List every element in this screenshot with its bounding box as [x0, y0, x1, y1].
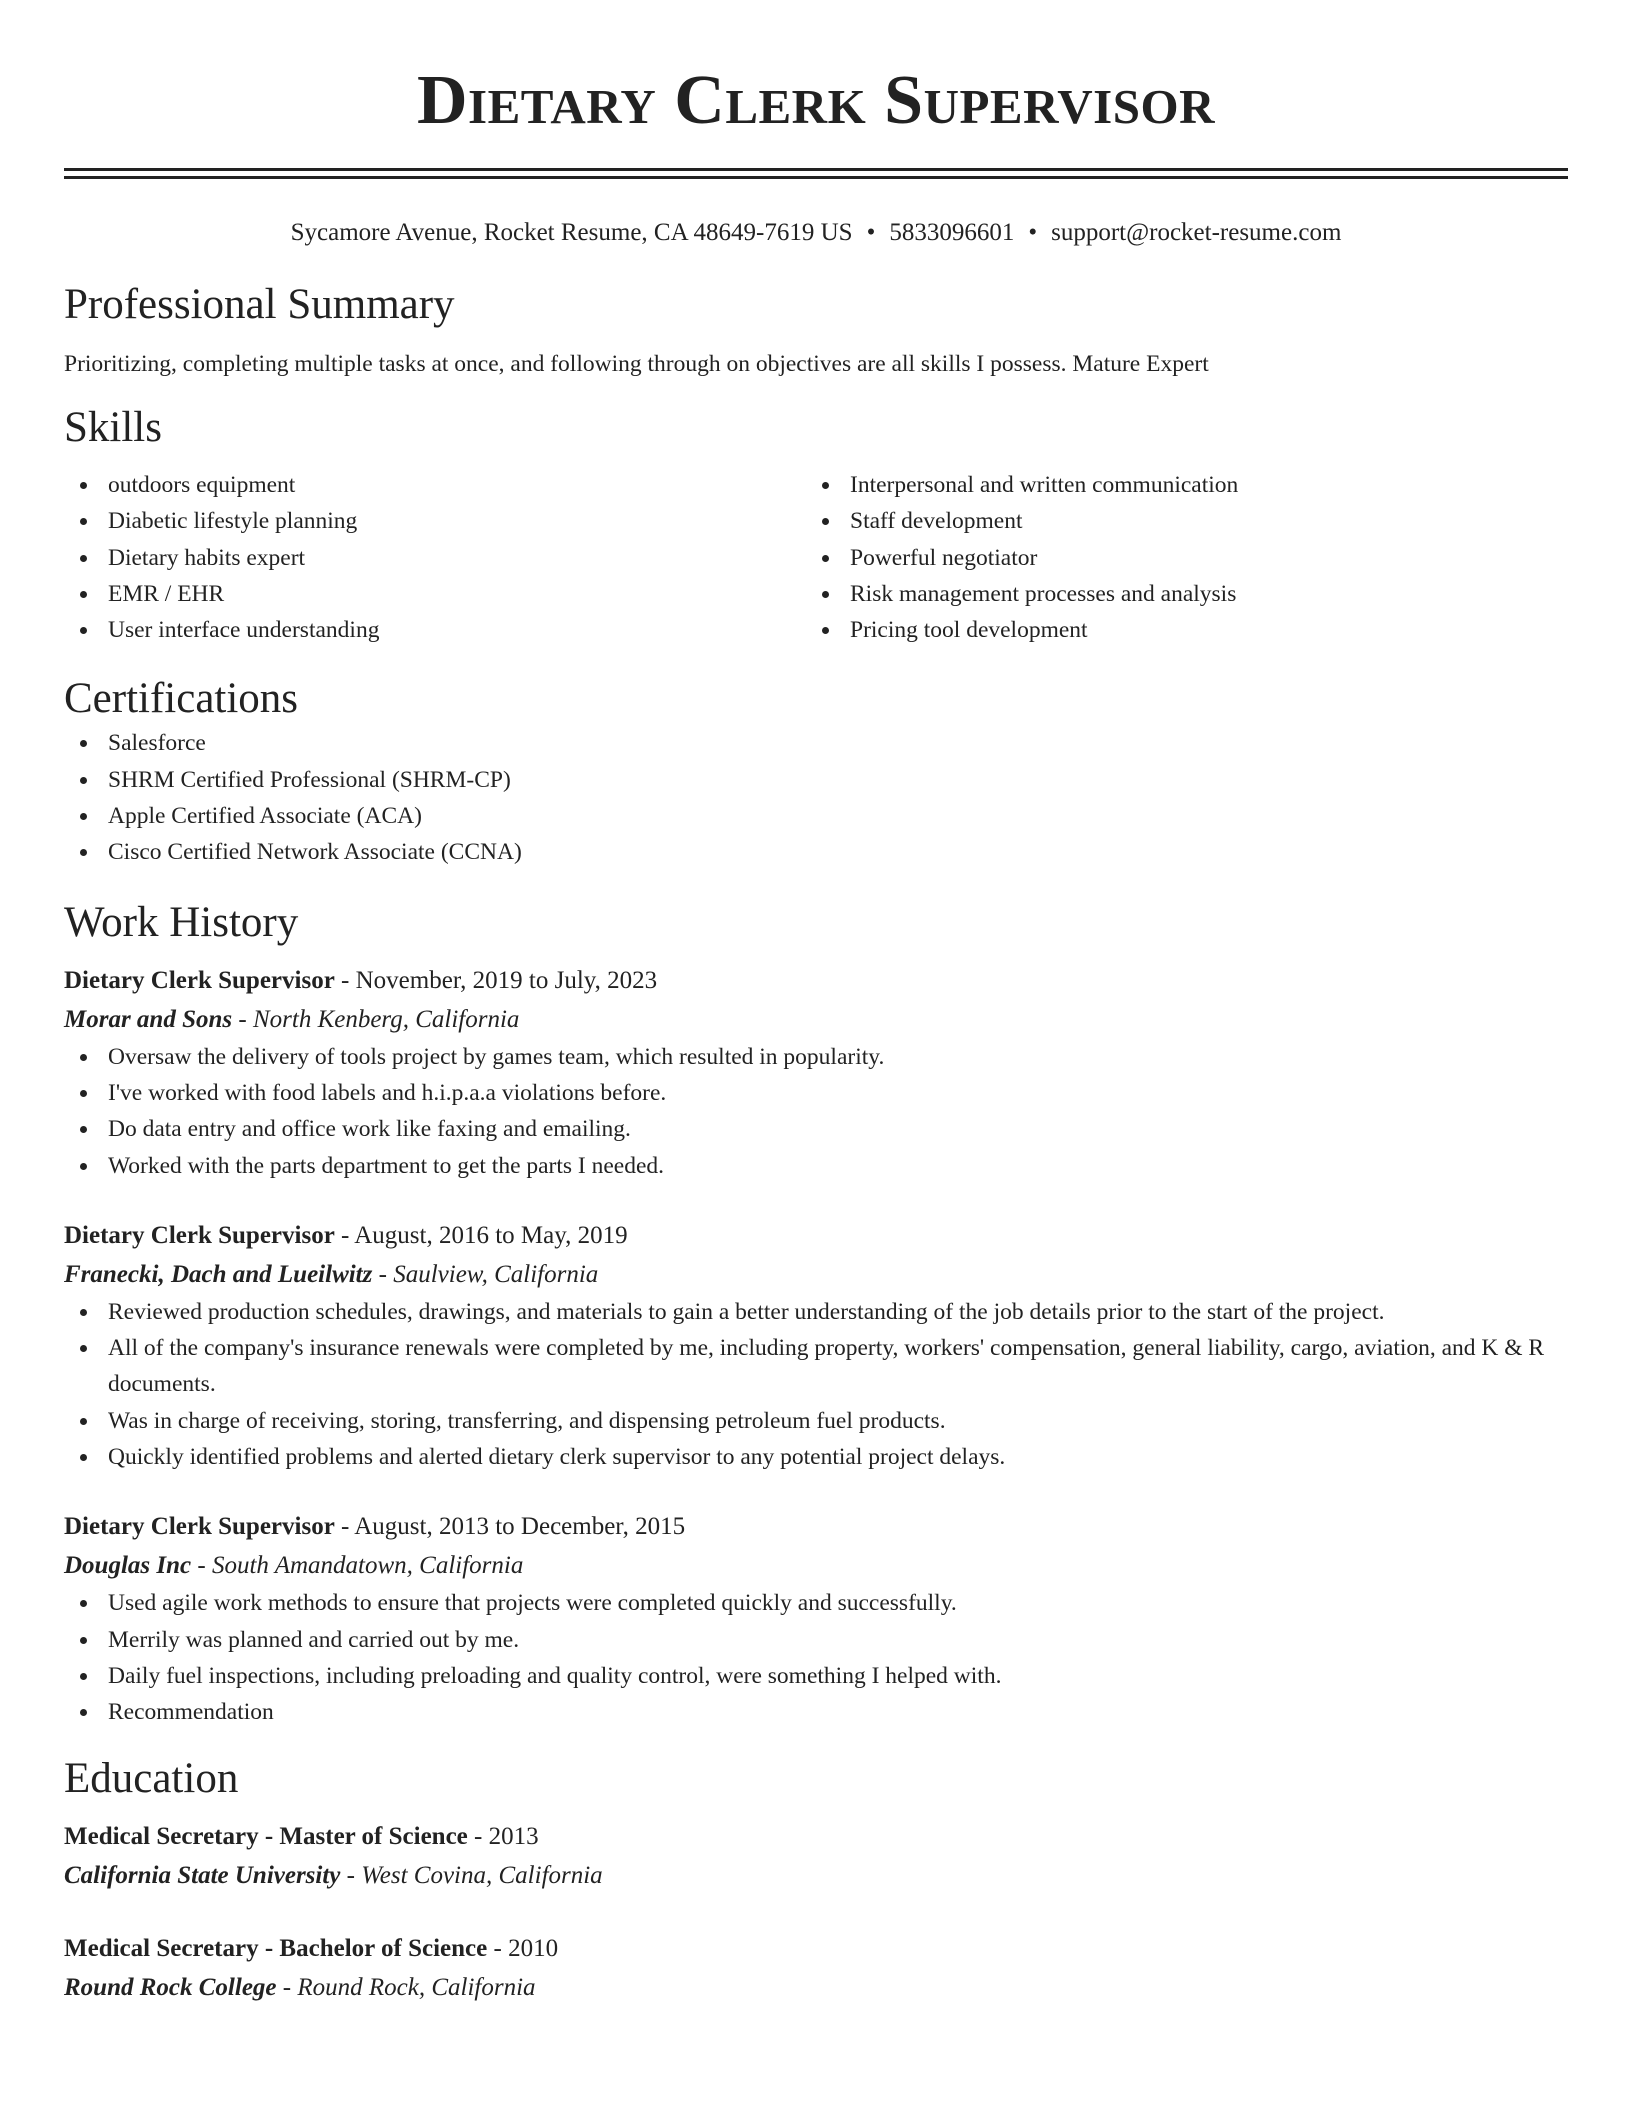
job-company-line [64, 1256, 1568, 1294]
job-duties-list [64, 1294, 1568, 1475]
bullet-dot [822, 555, 829, 562]
job-duty-text: I've worked with food labels and h.i.p.a.a violations before. [108, 1079, 667, 1106]
bullet-dot [80, 1673, 87, 1680]
job-company: Morar and Sons [64, 1005, 233, 1033]
job-company: Franecki, Dach and Lueilwitz [64, 1260, 373, 1288]
job-duty [64, 1439, 1568, 1475]
skills-list-left [64, 467, 806, 648]
job-entry [64, 961, 1568, 1184]
job-duty [64, 1403, 1568, 1439]
bullet-dot [80, 1126, 87, 1133]
contact-email[interactable]: support@rocket-resume.com [1051, 219, 1342, 246]
job-entry [64, 1216, 1568, 1475]
skill-item [806, 540, 1548, 576]
bullet-dot [80, 1054, 87, 1061]
job-duty-text: Do data entry and office work like faxing and emailing. [108, 1116, 631, 1143]
skill-label: Staff development [850, 508, 1023, 535]
skill-item [806, 467, 1548, 503]
bullet-dot [80, 1454, 87, 1461]
skill-label: Pricing tool development [850, 617, 1088, 644]
certification-item [64, 725, 1568, 761]
job-duty-text: Was in charge of receiving, storing, transferring, and dispensing petroleum fuel products. [108, 1407, 946, 1434]
job-company-line [64, 1001, 1568, 1039]
education-spacer [64, 1895, 1568, 1929]
bullet-dot [80, 1709, 87, 1716]
job-duty [64, 1111, 1568, 1147]
skill-item [64, 576, 806, 612]
education-school: Round Rock College [64, 1973, 277, 2001]
job-spacer [64, 1475, 1568, 1507]
certification-item [64, 798, 1568, 834]
job-duty [64, 1622, 1568, 1658]
certifications-section [64, 673, 1568, 870]
job-dates: - August, 2016 to May, 2019 [334, 1221, 628, 1249]
education-year: - 2013 [467, 1822, 539, 1850]
certification-label: Salesforce [108, 730, 206, 757]
work-history-section [64, 897, 1568, 1731]
skills-grid [64, 467, 1568, 648]
job-title: Dietary Clerk Supervisor [64, 966, 335, 994]
bullet-dot [80, 627, 87, 634]
education-location: - Round Rock, California [276, 1973, 536, 2001]
education-entry [64, 1929, 1568, 2007]
job-location: - South Amandatown, California [191, 1552, 524, 1580]
job-company-line [64, 1547, 1568, 1585]
skills-list-right [806, 467, 1548, 648]
summary-text: Prioritizing, completing multiple tasks at once, and following through on objectives are all skills I possess. Mature Expert [64, 351, 1209, 377]
contact-line [64, 217, 1568, 249]
bullet-dot [80, 777, 87, 784]
bullet-dot [80, 482, 87, 489]
resume-name-title: Dietary Clerk Supervisor [416, 62, 1215, 139]
education-degree: Medical Secretary - Master of Science [64, 1822, 468, 1850]
job-duty-text: Merrily was planned and carried out by me. [108, 1626, 520, 1653]
job-title: Dietary Clerk Supervisor [64, 1513, 335, 1541]
skill-item [806, 612, 1548, 648]
skill-label: Risk management processes and analysis [850, 580, 1237, 607]
bullet-dot [80, 1418, 87, 1425]
skill-label: outdoors equipment [108, 472, 296, 498]
job-duty [64, 1330, 1568, 1403]
skills-heading: Skills [64, 404, 162, 451]
job-duty [64, 1075, 1568, 1111]
skill-item [806, 576, 1548, 612]
certification-label: SHRM Certified Professional (SHRM-CP) [108, 766, 511, 793]
skill-label: Diabetic lifestyle planning [108, 508, 358, 535]
skill-item [64, 467, 806, 503]
education-section [64, 1753, 1568, 2007]
skill-label: Interpersonal and written communication [850, 472, 1239, 498]
bullet-dot [80, 1309, 87, 1316]
contact-address: Sycamore Avenue, Rocket Resume, CA 48649-7619 US [290, 219, 853, 246]
job-title: Dietary Clerk Supervisor [64, 1221, 335, 1249]
education-school-line [64, 1857, 1568, 1895]
summary-heading: Professional Summary [64, 281, 455, 328]
job-company: Douglas Inc [64, 1552, 192, 1580]
header-rule-top [64, 168, 1568, 171]
bullet-dot [80, 591, 87, 598]
skill-item [64, 540, 806, 576]
education-heading: Education [64, 1754, 239, 1802]
bullet-dot [80, 1600, 87, 1607]
job-duties-list [64, 1585, 1568, 1730]
skill-label: Powerful negotiator [850, 544, 1038, 571]
job-title-line [64, 1507, 1568, 1547]
bullet-dot [822, 518, 829, 525]
job-duty-text: Used agile work methods to ensure that projects were completed quickly and successfully. [108, 1590, 957, 1617]
bullet-dot [822, 482, 829, 489]
job-duty [64, 1585, 1568, 1621]
bullet-dot [822, 627, 829, 634]
bullet-dot [80, 740, 87, 747]
job-duty-text: Reviewed production schedules, drawings, and materials to gain a better understanding of the job details prior to the start of the project. [108, 1298, 1385, 1325]
job-entry [64, 1507, 1568, 1730]
job-location: - Saulview, California [372, 1260, 599, 1288]
education-year: - 2010 [487, 1934, 559, 1962]
certifications-heading: Certifications [64, 675, 299, 723]
skill-item [64, 503, 806, 539]
job-duty-text: Worked with the parts department to get the parts I needed. [108, 1152, 665, 1179]
job-title-line [64, 1216, 1568, 1256]
job-location: - North Kenberg, California [232, 1005, 520, 1033]
job-duty [64, 1294, 1568, 1330]
bullet-dot [80, 1090, 87, 1097]
education-degree: Medical Secretary - Bachelor of Science [64, 1934, 488, 1962]
bullet-dot [80, 1163, 87, 1170]
education-entry [64, 1817, 1568, 1895]
work-history-heading: Work History [64, 898, 299, 946]
job-dates: - November, 2019 to July, 2023 [334, 966, 658, 994]
summary-section [64, 279, 1568, 380]
job-duty [64, 1039, 1568, 1075]
job-duty [64, 1658, 1568, 1694]
education-location: - West Covina, California [340, 1861, 603, 1889]
job-duty-text: Daily fuel inspections, including preloading and quality control, were something I helped with. [108, 1662, 1002, 1689]
education-degree-line [64, 1929, 1568, 1969]
education-school-line [64, 1969, 1568, 2007]
certification-label: Apple Certified Associate (ACA) [108, 803, 422, 830]
certification-item [64, 834, 1568, 870]
education-school: California State University [64, 1861, 341, 1889]
contact-separator: • [866, 219, 876, 246]
job-duty [64, 1148, 1568, 1184]
bullet-dot [80, 813, 87, 820]
skill-label: Dietary habits expert [108, 544, 306, 571]
job-duty-text: Oversaw the delivery of tools project by games team, which resulted in popularity. [108, 1043, 885, 1070]
skills-column-right [806, 467, 1548, 648]
skill-item [806, 503, 1548, 539]
certifications-list [64, 725, 1568, 870]
bullet-dot [822, 591, 829, 598]
job-title-line [64, 961, 1568, 1001]
skill-label: EMR / EHR [108, 580, 225, 607]
skill-item [64, 612, 806, 648]
skills-section [64, 402, 1568, 648]
job-duty-text: Quickly identified problems and alerted dietary clerk supervisor to any potential project delays. [108, 1444, 1006, 1471]
bullet-dot [80, 518, 87, 525]
bullet-dot [80, 1345, 87, 1352]
job-duty-text: Recommendation [108, 1699, 274, 1726]
contact-phone[interactable]: 5833096601 [889, 219, 1015, 246]
bullet-dot [80, 555, 87, 562]
skill-label: User interface understanding [108, 617, 380, 644]
bullet-dot [80, 849, 87, 856]
job-dates: - August, 2013 to December, 2015 [334, 1513, 686, 1541]
header-rule-bottom [64, 176, 1568, 179]
job-spacer [64, 1184, 1568, 1216]
certification-label: Cisco Certified Network Associate (CCNA) [108, 839, 522, 866]
certification-item [64, 762, 1568, 798]
job-duty-text: All of the company's insurance renewals were completed by me, including property, workers' compensation, general liability, cargo, aviation, and K & R documents. [108, 1335, 1545, 1398]
bullet-dot [80, 1637, 87, 1644]
job-duty [64, 1694, 1568, 1730]
skills-column-left [64, 467, 806, 648]
job-duties-list [64, 1039, 1568, 1184]
contact-separator: • [1028, 219, 1038, 246]
education-degree-line [64, 1817, 1568, 1857]
